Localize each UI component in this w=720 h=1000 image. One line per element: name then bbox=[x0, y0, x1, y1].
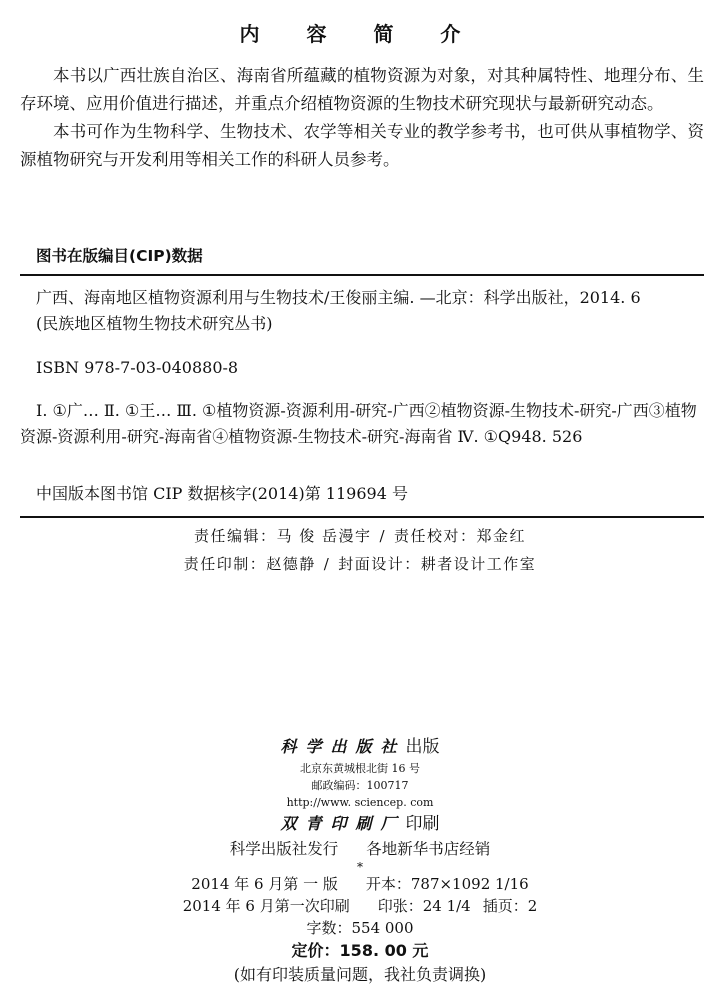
summary-paragraph: 本书以广西壮族自治区、海南省所蕴藏的植物资源为对象，对其种属特性、地理分布、生存环境、应用价值进行描述，并重点介绍植物资源的生物技术研究现状与最新研究动态。 bbox=[20, 66, 704, 113]
distribution-line bbox=[0, 837, 720, 861]
publisher-address: 北京东黄城根北街 16 号 bbox=[300, 762, 420, 775]
retailer: 各地新华书店经销 bbox=[366, 840, 491, 858]
publisher-logo-text: 科学出版社 bbox=[280, 737, 406, 756]
cip-record-block bbox=[20, 481, 704, 507]
cip-bottom-rule bbox=[20, 516, 704, 518]
credits-line-2: 责任印制：赵德静 / 封面设计：耕者设计工作室 bbox=[183, 555, 537, 573]
summary-paragraph: 本书可作为生物科学、生物技术、农学等相关专业的教学参考书，也可供从事植物学、资源植物研究与开发利用等相关工作的科研人员参考。 bbox=[20, 122, 704, 169]
cip-isbn-block bbox=[20, 355, 704, 381]
credits-line-1: 责任编辑：马 俊 岳漫宇 / 责任校对：郑金红 bbox=[193, 527, 527, 545]
postcode: 邮政编码：100717 bbox=[311, 779, 409, 792]
cip-series: (民族地区植物生物技术研究丛书) bbox=[36, 314, 273, 333]
cover-designer: 封面设计：耕者设计工作室 bbox=[338, 555, 537, 573]
publisher-line bbox=[0, 734, 720, 760]
cip-record: 中国版本图书馆 CIP 数据核字(2014)第 119694 号 bbox=[36, 484, 408, 503]
plates: 插页：2 bbox=[482, 897, 538, 915]
summary-heading: 内 容 简 介 bbox=[239, 22, 481, 46]
publisher-suffix: 出版 bbox=[405, 737, 440, 757]
publisher-url: http://www. sciencep. com bbox=[286, 796, 434, 809]
cip-title-line: 广西、海南地区植物资源利用与生物技术/王俊丽主编. —北京：科学出版社，2014. 6 bbox=[36, 288, 641, 307]
word-count: 字数：554 000 bbox=[306, 919, 414, 937]
printing-supervisor: 责任印制：赵德静 bbox=[183, 555, 316, 573]
edition: 2014 年 6 月第 一 版 bbox=[191, 875, 338, 893]
cip-isbn: ISBN 978-7-03-040880-8 bbox=[36, 358, 239, 377]
cip-title-block bbox=[20, 285, 704, 337]
credits bbox=[0, 522, 720, 578]
cip-top-rule bbox=[20, 274, 704, 276]
printing: 2014 年 6 月第一次印刷 bbox=[182, 897, 350, 915]
quality-notice: (如有印装质量问题，我社负责调换) bbox=[233, 965, 487, 984]
responsible-editors: 责任编辑：马 俊 岳漫宇 bbox=[193, 527, 372, 545]
responsible-proofreader: 责任校对：郑金红 bbox=[394, 527, 527, 545]
separator-mark: * bbox=[357, 860, 363, 874]
imprint bbox=[0, 734, 720, 987]
cip-heading: 图书在版编目(CIP)数据 bbox=[36, 247, 203, 265]
printer-line bbox=[0, 811, 720, 837]
printer-logo-text: 双青印刷厂 bbox=[280, 814, 406, 833]
edition-line bbox=[0, 873, 720, 895]
printer-suffix: 印刷 bbox=[405, 814, 440, 834]
price: 定价：158. 00 元 bbox=[291, 941, 429, 960]
distributor: 科学出版社发行 bbox=[229, 840, 339, 858]
cip-classification-block bbox=[20, 398, 704, 450]
printing-line bbox=[0, 895, 720, 917]
cip-classification: Ⅰ. ①广… Ⅱ. ①王… Ⅲ. ①植物资源-资源利用-研究-广西②植物资源-生物技术-研究-广西③植物资源-资源利用-研究-海南省④植物资源-生物技术-研究-海南省 Ⅳ. ①Q948. 526 bbox=[20, 401, 697, 446]
summary-text bbox=[20, 62, 704, 174]
sheets: 印张：24 1/4 bbox=[377, 897, 471, 915]
format: 开本：787×1092 1/16 bbox=[365, 875, 529, 893]
